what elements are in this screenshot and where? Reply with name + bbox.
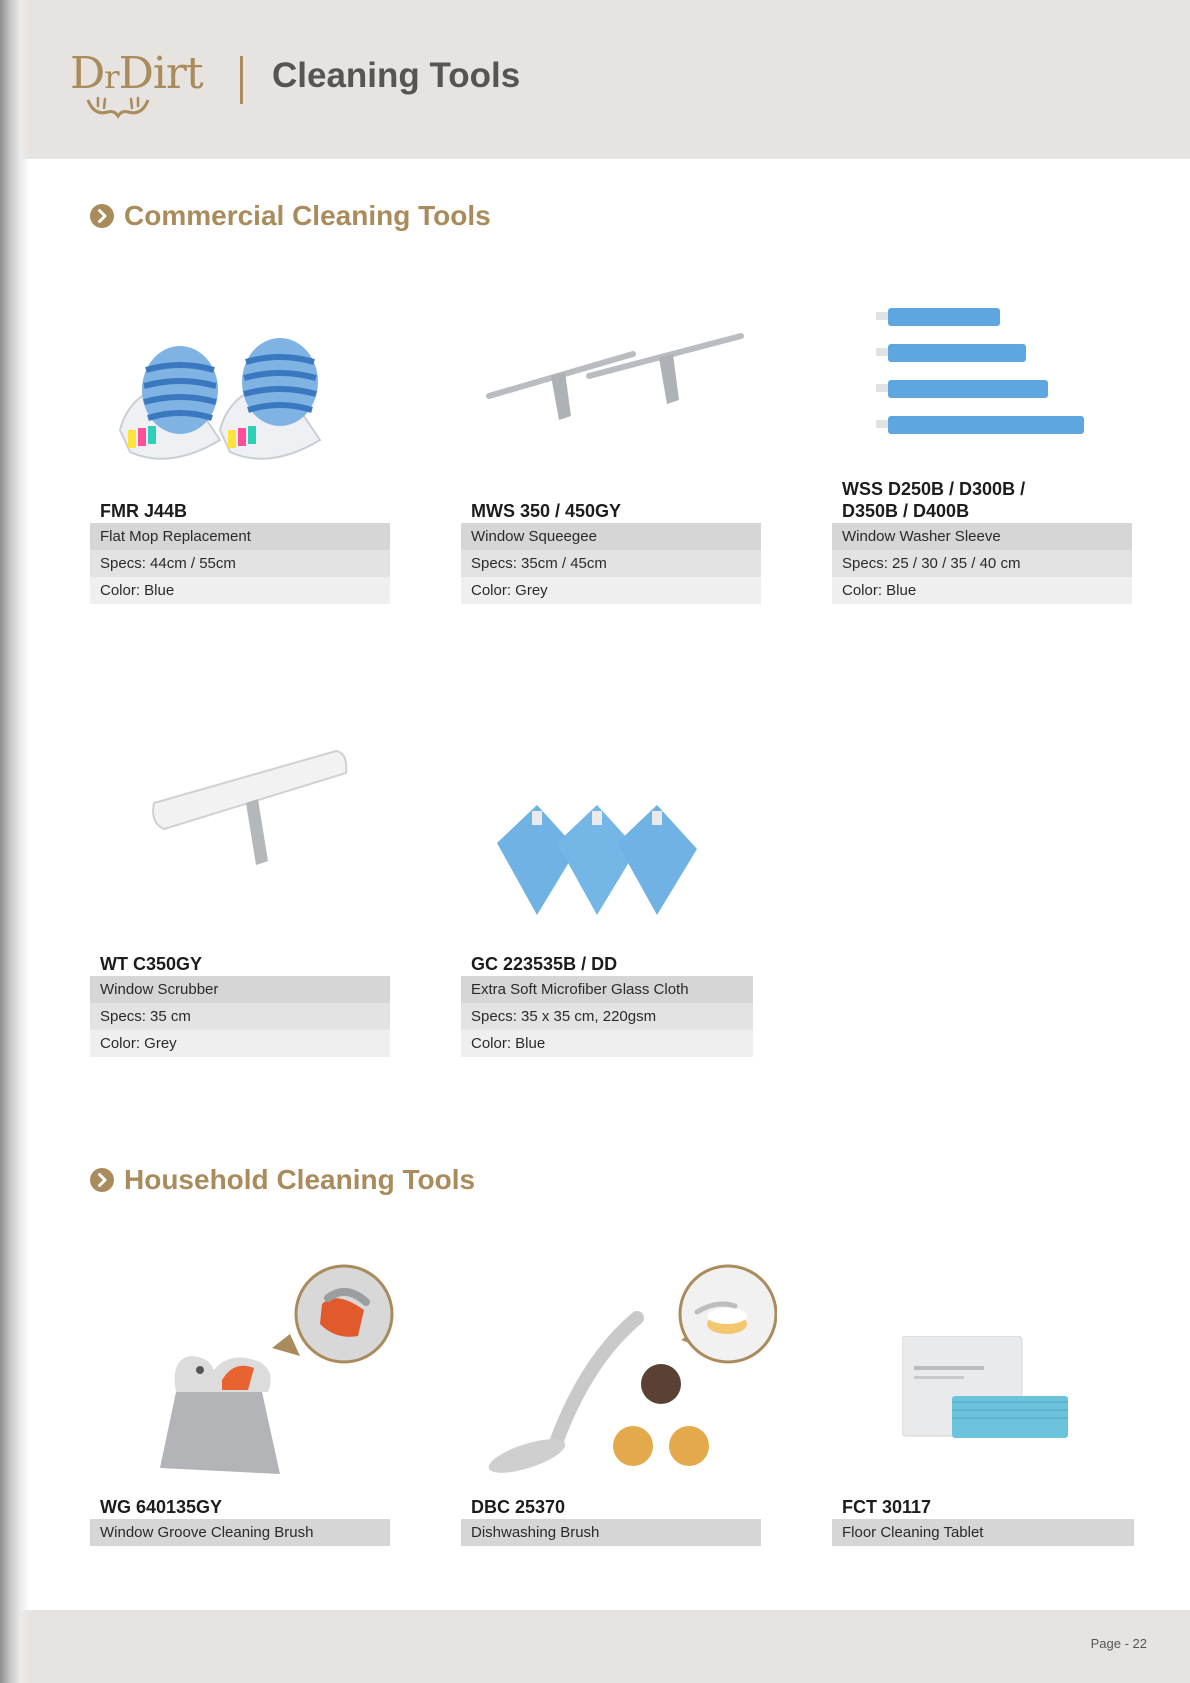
- flat-mop-pads-image: [110, 320, 350, 470]
- product-color: Color: Blue: [461, 1030, 753, 1057]
- window-groove-brush-image: [150, 1260, 400, 1480]
- product-color: Color: Blue: [90, 577, 390, 604]
- product-specs: Specs: 35cm / 45cm: [461, 550, 761, 577]
- product-color: Color: Grey: [461, 577, 761, 604]
- floor-cleaning-tablet-image: [902, 1336, 1072, 1442]
- product-name: Window Washer Sleeve: [832, 523, 1132, 550]
- product-card-wss: [832, 280, 1132, 605]
- page-header: [0, 0, 1190, 159]
- section-title-commercial: Commercial Cleaning Tools: [90, 200, 491, 232]
- product-spec-table: [90, 523, 390, 604]
- product-card-mws: [461, 280, 761, 605]
- product-specs: Specs: 35 x 35 cm, 220gsm: [461, 1003, 753, 1030]
- window-squeegee-image: [481, 330, 751, 440]
- product-code: WG 640135GY: [100, 1497, 223, 1517]
- section-title-household: Household Cleaning Tools: [90, 1164, 475, 1196]
- product-specs: Specs: 44cm / 55cm: [90, 550, 390, 577]
- product-card-dbc: [461, 1260, 761, 1550]
- chevron-right-circle-icon: [90, 204, 114, 228]
- product-spec-table: [461, 1519, 761, 1546]
- product-code: MWS 350 / 450GY: [471, 501, 622, 521]
- product-color: Color: Grey: [90, 1030, 390, 1057]
- brand-logo: [70, 48, 210, 124]
- product-specs: Specs: 25 / 30 / 35 / 40 cm: [832, 550, 1132, 577]
- product-spec-table: [832, 1519, 1134, 1546]
- product-code: WT C350GY: [100, 954, 203, 974]
- product-name: Window Scrubber: [90, 976, 390, 1003]
- product-specs: Specs: 35 cm: [90, 1003, 390, 1030]
- product-name: Flat Mop Replacement: [90, 523, 390, 550]
- product-code: DBC 25370: [471, 1497, 566, 1517]
- chevron-right-circle-icon: [90, 1168, 114, 1192]
- product-color: Color: Blue: [832, 577, 1132, 604]
- product-spec-table: [461, 523, 761, 604]
- product-card-fmr: [90, 280, 390, 605]
- product-name: Floor Cleaning Tablet: [832, 1519, 1134, 1546]
- microfiber-cloths-image: [497, 803, 717, 923]
- binding-shadow: [0, 0, 30, 1683]
- product-name: Extra Soft Microfiber Glass Cloth: [461, 976, 753, 1003]
- product-code: GC 223535B / DD: [471, 954, 618, 974]
- product-spec-table: [461, 976, 753, 1057]
- product-spec-table: [90, 976, 390, 1057]
- product-card-wg: [90, 1260, 390, 1550]
- product-spec-table: [90, 1519, 390, 1546]
- washer-sleeves-image: [876, 304, 1086, 454]
- logo-hands-icon: [84, 92, 154, 122]
- page-footer: [0, 1610, 1190, 1683]
- product-card-gc: [461, 733, 761, 1058]
- product-card-fct: [832, 1260, 1132, 1550]
- product-card-wt: [90, 733, 390, 1058]
- dishwashing-brush-image: [477, 1260, 777, 1480]
- window-scrubber-image: [150, 743, 360, 883]
- product-code: FCT 30117: [842, 1497, 932, 1517]
- product-name: Window Squeegee: [461, 523, 761, 550]
- product-name: Window Groove Cleaning Brush: [90, 1519, 390, 1546]
- product-code: WSS D250B / D300B / D350B / D400B: [842, 479, 1026, 521]
- header-divider: [240, 56, 243, 104]
- logo-wordmark: DrDirt: [70, 48, 203, 99]
- product-spec-table: [832, 523, 1132, 604]
- page-number: Page - 22: [1090, 1636, 1147, 1651]
- product-code: FMR J44B: [100, 501, 188, 521]
- product-name: Dishwashing Brush: [461, 1519, 761, 1546]
- page-title: Cleaning Tools: [272, 56, 521, 95]
